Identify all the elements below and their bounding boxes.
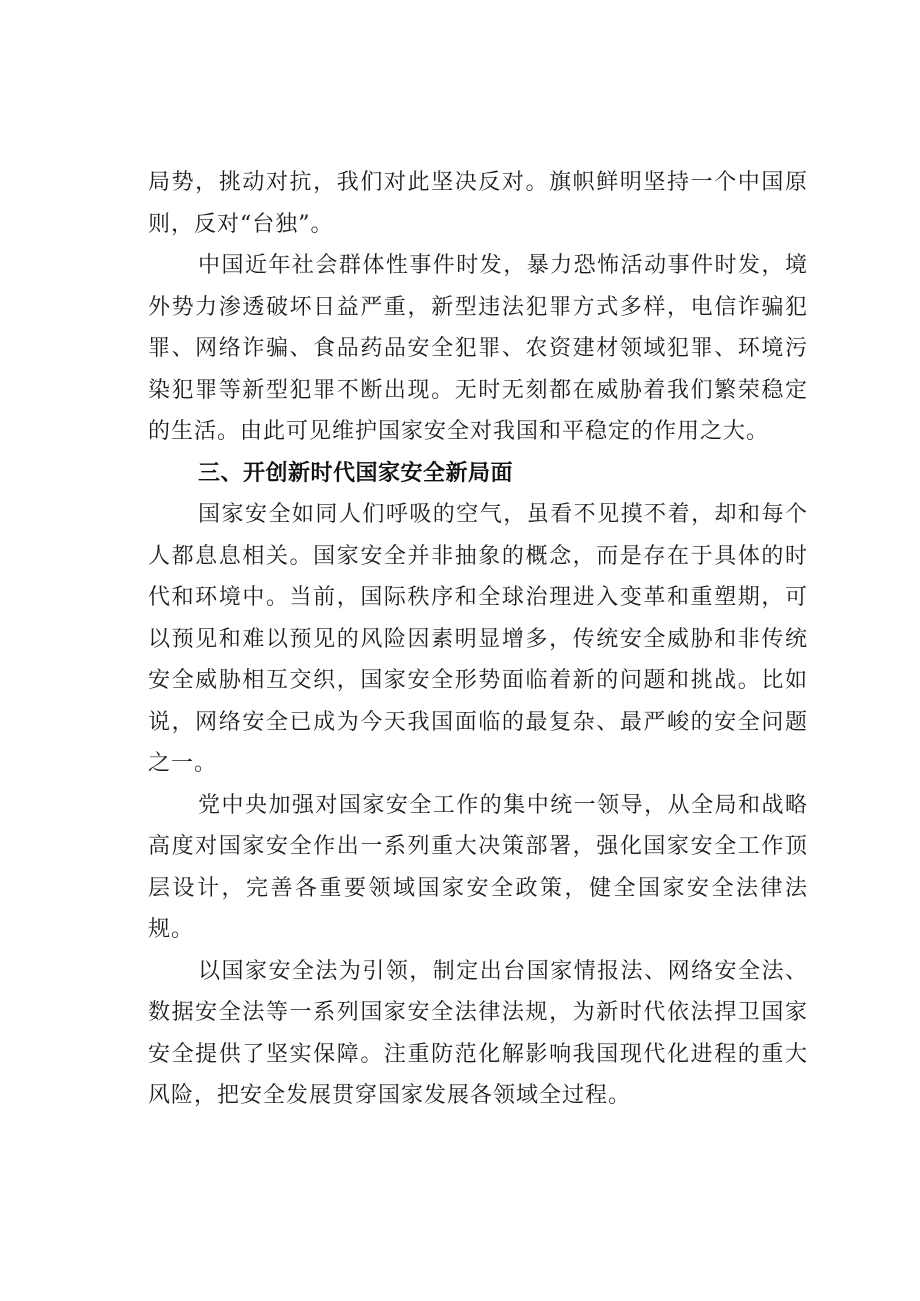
section-heading: 三、开创新时代国家安全新局面 (198, 460, 514, 486)
paragraph-continuation: 局势，挑动对抗，我们对此坚决反对。旗帜鲜明坚持一个中国原则，反对“台独”。 (148, 170, 808, 237)
paragraph-security-law: 以国家安全法为引领，制定出台国家情报法、网络安全法、数据安全法等一系列国家安全法律法规，为新时代依法捍卫国家安全提供了坚实保障。注重防范化解影响我国现代化进程的重大风险，把安全发展贯穿国家发展各领域全过程。 (148, 958, 808, 1108)
paragraph-central-leadership: 党中央加强对国家安全工作的集中统一领导，从全局和战略高度对国家安全作出一系列重大决策部署，强化国家安全工作顶层设计，完善各重要领域国家安全政策，健全国家安全法律法规。 (148, 792, 808, 942)
paragraph-social-security: 中国近年社会群体性事件时发，暴力恐怖活动事件时发，境外势力渗透破坏日益严重，新型违法犯罪方式多样，电信诈骗犯罪、网络诈骗、食品药品安全犯罪、农资建材领域犯罪、环境污染犯罪等新型犯罪不断出现。无时无刻都在威胁着我们繁荣稳定的生活。由此可见维护国家安全对我国和平稳定的作用之大。 (148, 253, 808, 444)
paragraph-security-air: 国家安全如同人们呼吸的空气，虽看不见摸不着，却和每个人都息息相关。国家安全并非抽象的概念，而是存在于具体的时代和环境中。当前，国际秩序和全球治理进入变革和重塑期，可以预见和难以预见的风险因素明显增多，传统安全威胁和非传统安全威胁相互交织，国家安全形势面临着新的问题和挑战。比如说，网络安全已成为今天我国面临的最复杂、最严峻的安全问题之一。 (148, 502, 808, 776)
document-body (148, 162, 808, 1117)
